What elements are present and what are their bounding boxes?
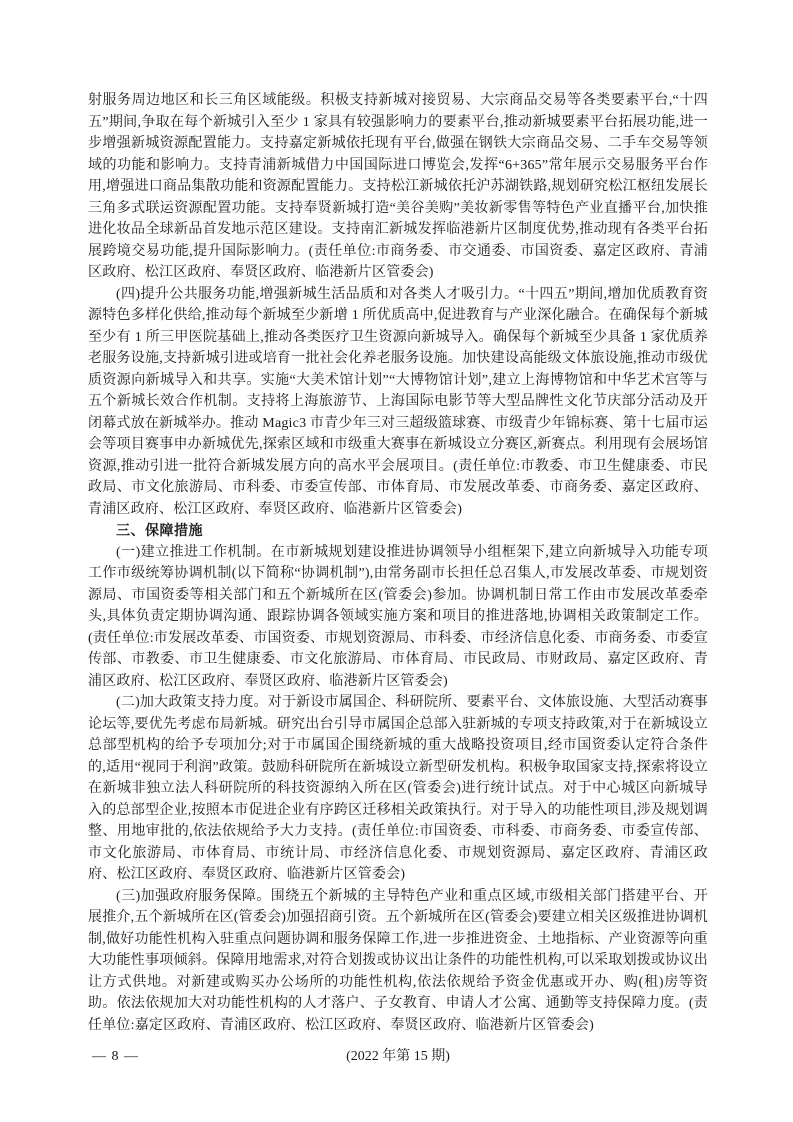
paragraph-item-three: (三)加强政府服务保障。围绕五个新城的主导特色产业和重点区域,市级相关部门搭建平台、开展推介,五个新城所在区(管委会)加强招商引资。五个新城所在区(管委会)要建立相关区级推进协调机制,做好功能性机构入驻重点问题协调和服务保障工作,进一步推进资金、土地指标、产业资源等向重大功能性事项倾斜。保障用地需求,对符合划拨或协议出让条件的功能性机构,可以采取划拨或协议出让方式供地。对新建或购买办公场所的功能性机构,依法依规给予资金优惠或开办、购(租)房等资助。依法依规加大对功能性机构的人才落户、子女教育、申请人才公寓、通勤等支持保障力度。(责任单位:嘉定区政府、青浦区政府、松江区政府、奉贤区政府、临港新片区管委会) bbox=[88, 888, 708, 1033]
paragraph-item-four: (四)提升公共服务功能,增强新城生活品质和对各类人才吸引力。“十四五”期间,增加优质教育资源特色多样化供给,推动每个新城至少新增 1 所优质高中,促进教育与产业深化融合。在确保每个新城至少有 1 所三甲医院基础上,推动各类医疗卫生资源向新城导入。确保每个新城至少具备 1 家优质养老服务设施,支持新城引进或培育一批社会化养老服务设施。加快建设高能级文体旅设施,推动市级优质资源向新城导入和共享。实施“大美术馆计划”“大博物馆计划”,建立上海博物馆和中华艺术宫等与五个新城长效合作机制。支持将上海旅游节、上海国际电影节等大型品牌性文化节庆部分活动及开闭幕式放在新城举办。推动 Magic3 市青少年三对三超级篮球赛、市级青少年锦标赛、第十七届市运会等项目赛事申办新城优先,探索区域和市级重大赛事在新城设立分赛区,新赛点。利用现有会展场馆资源,推动引进一批符合新城发展方向的高水平会展项目。(责任单位:市教委、市卫生健康委、市民政局、市文化旅游局、市科委、市委宣传部、市体育局、市发展改革委、市商务委、嘉定区政府、青浦区政府、松江区政府、奉贤区政府、临港新片区管委会) bbox=[88, 286, 708, 517]
page-footer bbox=[88, 1046, 708, 1068]
issue-label: (2022 年第 15 期) bbox=[346, 1049, 450, 1064]
document-body bbox=[88, 90, 708, 1036]
paragraph-continued: 射服务周边地区和长三角区域能级。积极支持新城对接贸易、大宗商品交易等各类要素平台,“十四五”期间,争取在每个新城引入至少 1 家具有较强影响力的要素平台,推动新城要素平台拓展功能,进一步增强新城资源配置能力。支持嘉定新城依托现有平台,做强在钢铁大宗商品交易、二手车交易等领域的功能和影响力。支持青浦新城借力中国国际进口博览会,发挥“6+365”常年展示交易服务平台作用,增强进口商品集散功能和资源配置能力。支持松江新城依托沪苏湖铁路,规划研究松江枢纽发展长三角多式联运资源配置功能。支持奉贤新城打造“美谷美购”美妆新零售等特色产业直播平台,加快推进化妆品全球新品首发地示范区建设。支持南汇新城发挥临港新片区制度优势,推动现有各类平台拓展跨境交易功能,提升国际影响力。(责任单位:市商务委、市交通委、市国资委、嘉定区政府、青浦区政府、松江区政府、奉贤区政府、临港新片区管委会) bbox=[88, 93, 708, 280]
paragraph-item-one: (一)建立推进工作机制。在市新城规划建设推进协调领导小组框架下,建立向新城导入功能专项工作市级统筹协调机制(以下简称“协调机制”),由常务副市长担任总召集人,市发展改革委、市规划资源局、市国资委等相关部门和五个新城所在区(管委会)参加。协调机制日常工作由市发展改革委牵头,具体负责定期协调沟通、跟踪协调各领域实施方案和项目的推进落地,协调相关政策制定工作。(责任单位:市发展改革委、市国资委、市规划资源局、市科委、市经济信息化委、市商务委、市委宣传部、市教委、市卫生健康委、市文化旅游局、市体育局、市民政局、市财政局、嘉定区政府、青浦区政府、松江区政府、奉贤区政府、临港新片区管委会) bbox=[88, 544, 708, 689]
paragraph-item-two: (二)加大政策支持力度。对于新设市属国企、科研院所、要素平台、文体旅设施、大型活动赛事论坛等,要优先考虑布局新城。研究出台引导市属国企总部入驻新城的专项支持政策,对于在新城设立总部型机构的给予专项加分;对于市属国企围绕新城的重大战略投资项目,经市国资委认定符合条件的,适用“视同于利润”政策。鼓励科研院所在新城设立新型研发机构。积极争取国家支持,探索将设立在新城非独立法人科研院所的科技资源纳入所在区(管委会)进行统计试点。对于中心城区向新城导入的总部型企业,按照本市促进企业有序跨区迁移相关政策执行。对于导入的功能性项目,涉及规划调整、用地审批的,依法依规给予大力支持。(责任单位:市国资委、市科委、市商务委、市委宣传部、市文化旅游局、市体育局、市统计局、市经济信息化委、市规划资源局、嘉定区政府、青浦区政府、松江区政府、奉贤区政府、临港新片区管委会) bbox=[88, 695, 708, 882]
page-number: — 8 — bbox=[92, 1049, 139, 1064]
section-heading: 三、保障措施 bbox=[116, 522, 203, 538]
